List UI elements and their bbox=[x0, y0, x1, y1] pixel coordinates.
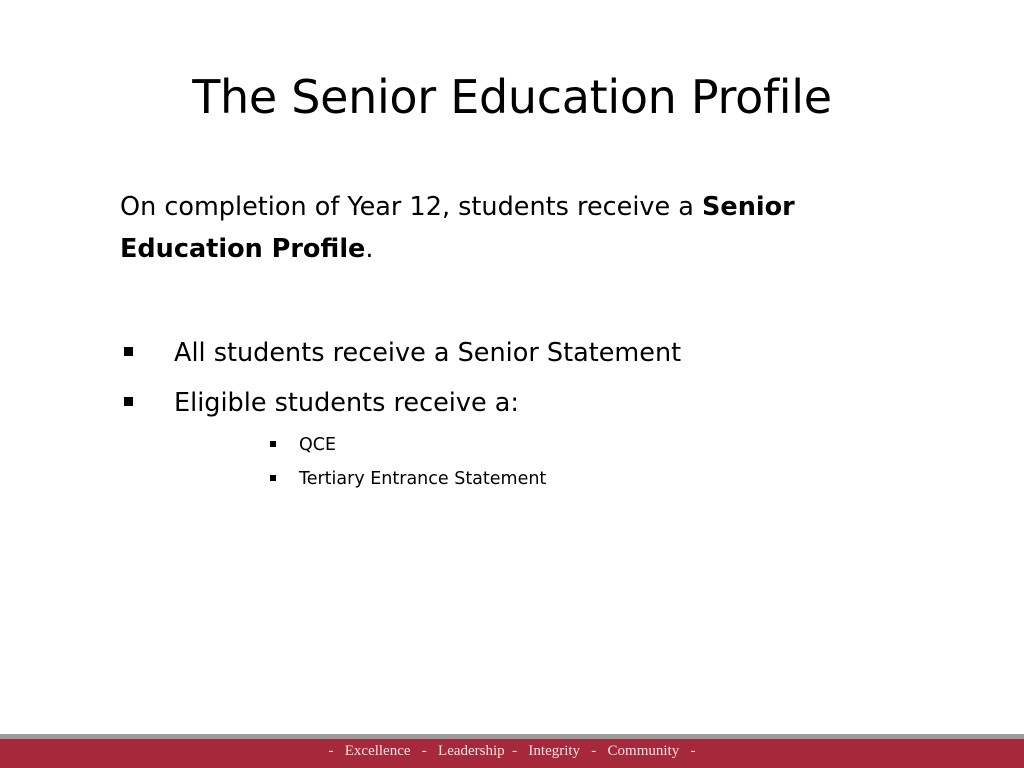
square-bullet-icon bbox=[124, 397, 133, 406]
bullet-label: All students receive a Senior Statement bbox=[174, 338, 682, 368]
intro-bold-text: Senior Education Profile bbox=[120, 192, 795, 264]
sub-bullet-item bbox=[268, 466, 768, 500]
footer-motto: - Excellence - Leadership - Integrity - Community - bbox=[328, 743, 696, 759]
square-bullet-icon bbox=[270, 475, 276, 481]
sub-bullet-label: QCE bbox=[299, 435, 337, 455]
bullet-item bbox=[120, 332, 910, 382]
sub-bullet-list bbox=[268, 432, 768, 500]
bullet-item bbox=[120, 382, 910, 432]
square-bullet-icon bbox=[270, 441, 276, 447]
intro-paragraph bbox=[120, 186, 910, 270]
footer-band bbox=[0, 739, 1024, 768]
slide-title: The Senior Education Profile bbox=[192, 70, 832, 124]
sub-bullet-label: Tertiary Entrance Statement bbox=[299, 469, 547, 489]
bullet-list bbox=[120, 332, 910, 432]
square-bullet-icon bbox=[124, 347, 133, 356]
intro-period: . bbox=[365, 234, 374, 264]
bullet-label: Eligible students receive a: bbox=[174, 388, 519, 418]
sub-bullet-item bbox=[268, 432, 768, 466]
intro-text: On completion of Year 12, students receive a bbox=[120, 192, 703, 222]
